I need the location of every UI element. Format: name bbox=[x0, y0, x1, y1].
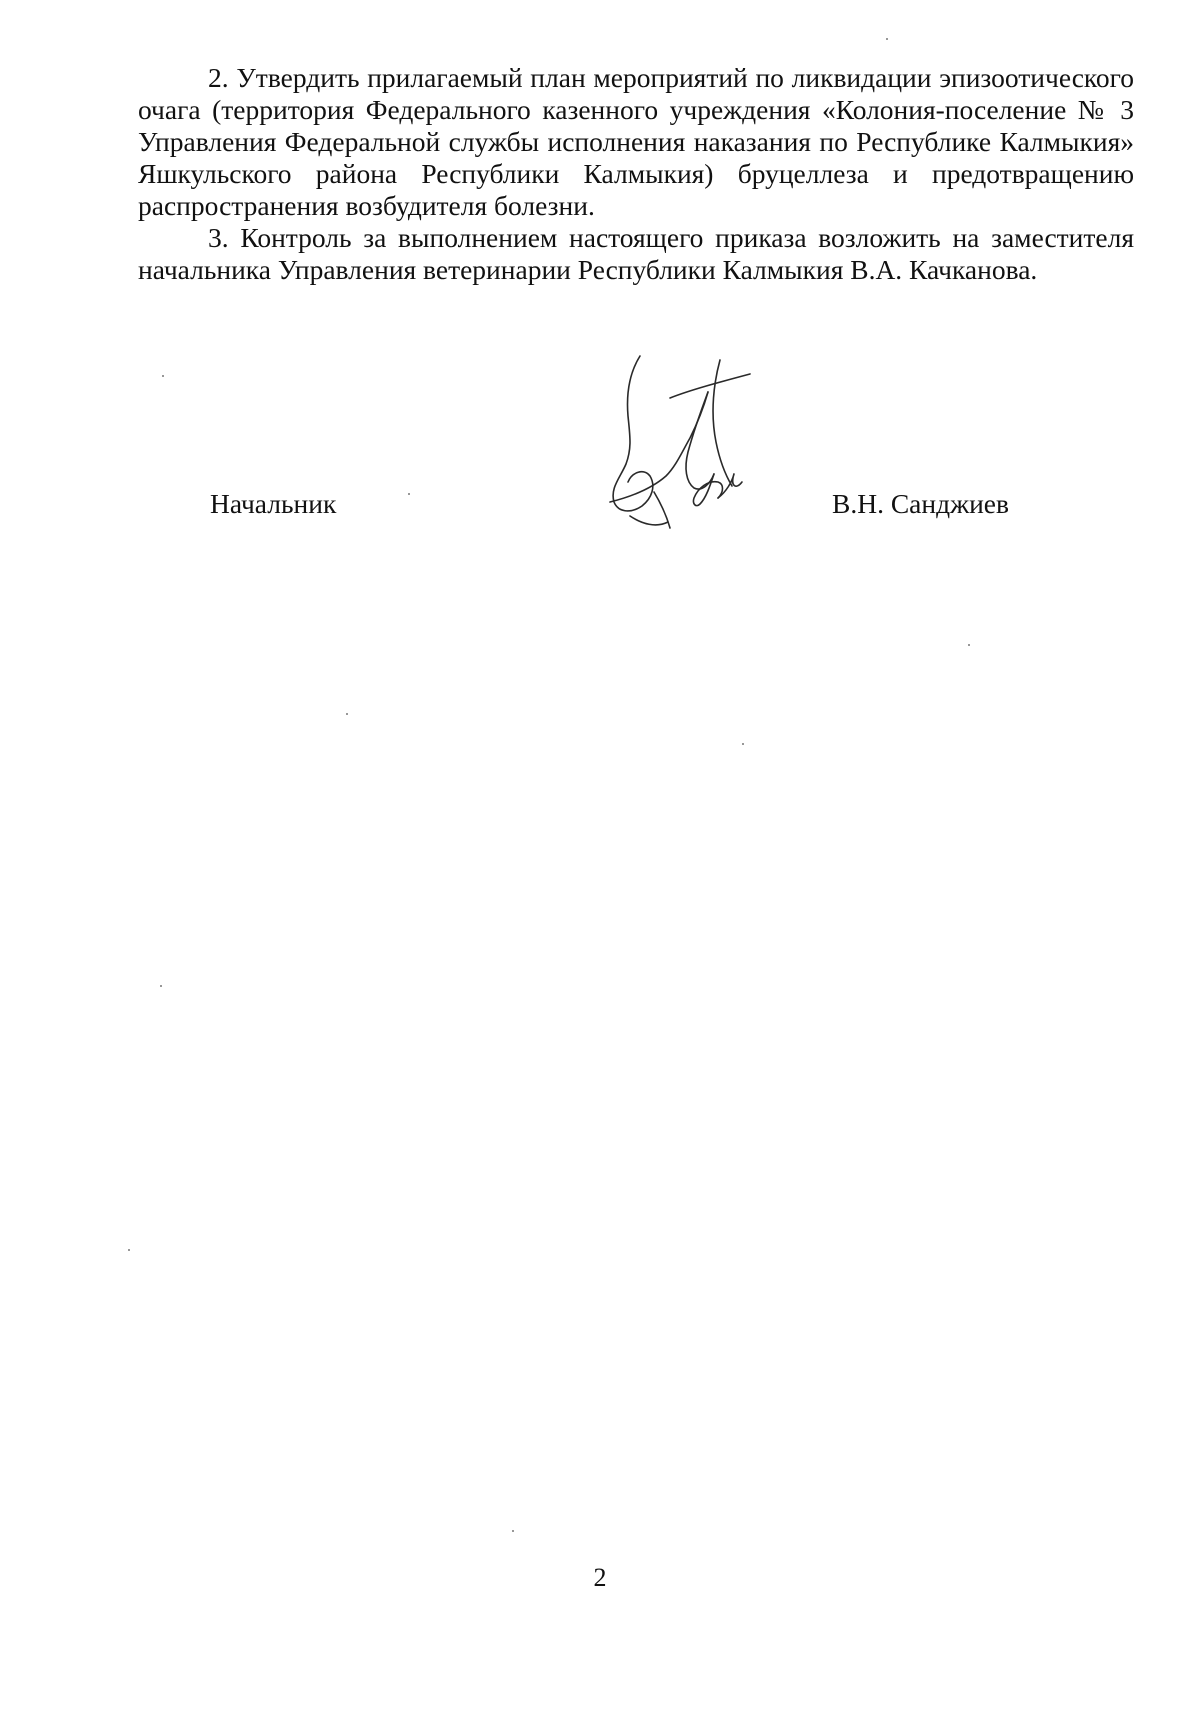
scan-speck bbox=[162, 375, 164, 377]
signer-name: В.Н. Санджиев bbox=[832, 488, 1009, 519]
signature-block bbox=[0, 488, 1200, 548]
signer-title: Начальник bbox=[210, 488, 337, 519]
document-body bbox=[138, 62, 1134, 286]
scan-speck bbox=[346, 713, 348, 715]
scan-speck bbox=[408, 493, 410, 495]
scan-speck bbox=[742, 743, 744, 745]
paragraph-item-2: 2. Утвердить прилагаемый план мероприятий по ликвидации эпизоотического очага (территория Федерального казенного учреждения «Колония-поселение № 3 Управления Федеральной службы исполнения наказания по Республике Калмыкия» Яшкульского района Республики Калмыкия) бруцеллеза и предотвращению распространения возбудителя болезни. bbox=[138, 62, 1134, 221]
scan-speck bbox=[968, 644, 970, 646]
scan-speck bbox=[160, 985, 162, 987]
page-number: 2 bbox=[593, 1563, 607, 1592]
scan-speck bbox=[512, 1530, 514, 1532]
scan-speck bbox=[886, 38, 888, 40]
paragraph-item-3: 3. Контроль за выполнением настоящего приказа возложить на заместителя начальника Управления ветеринарии Республики Калмыкия В.А. Качканова. bbox=[138, 222, 1134, 285]
scan-speck bbox=[128, 1249, 130, 1251]
